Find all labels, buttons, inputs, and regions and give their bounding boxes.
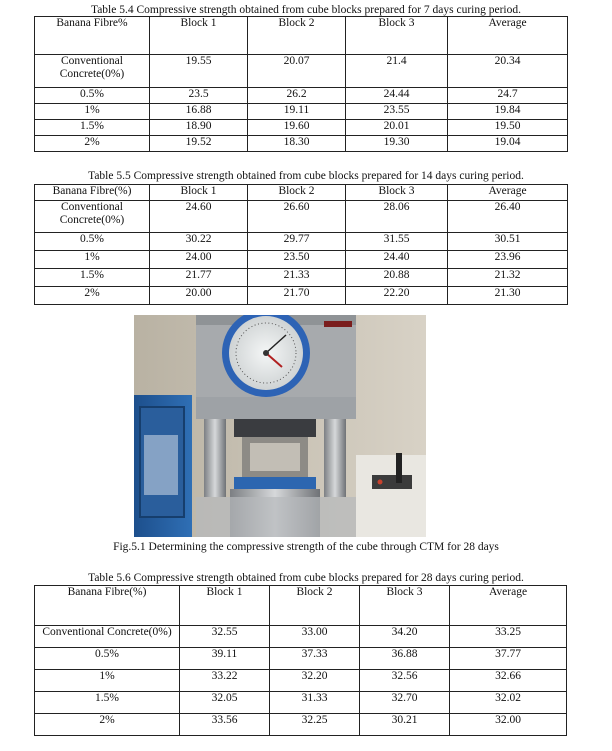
header-cell: Average — [450, 586, 567, 626]
table-row — [35, 714, 567, 736]
table-row — [35, 269, 568, 287]
table-cell: 34.20 — [360, 626, 450, 648]
table-cell: 26.40 — [448, 201, 568, 233]
table-row — [35, 136, 568, 152]
table-cell: 29.77 — [248, 233, 346, 251]
table-cell: 32.70 — [360, 692, 450, 714]
table-cell: 37.33 — [270, 648, 360, 670]
table-cell: 16.88 — [150, 104, 248, 120]
table-cell: Conventional Concrete(0%) — [35, 626, 180, 648]
table-cell: 1.5% — [35, 269, 150, 287]
header-cell: Banana Fibre(%) — [35, 586, 180, 626]
table-row — [35, 692, 567, 714]
table-row — [35, 201, 568, 233]
header-cell: Average — [448, 17, 568, 55]
table-cell: 26.60 — [248, 201, 346, 233]
table-cell: 33.22 — [180, 670, 270, 692]
table-cell: 31.55 — [346, 233, 448, 251]
table-row — [35, 251, 568, 269]
table-cell: 24.44 — [346, 88, 448, 104]
table-cell: 33.00 — [270, 626, 360, 648]
table-cell: Conventional Concrete(0%) — [35, 201, 150, 233]
table-cell: 23.5 — [150, 88, 248, 104]
header-cell: Average — [448, 185, 568, 201]
table-cell: 21.30 — [448, 287, 568, 305]
header-cell: Block 3 — [346, 17, 448, 55]
table-row — [35, 120, 568, 136]
header-cell: Block 1 — [180, 586, 270, 626]
table-row — [35, 104, 568, 120]
header-cell: Block 2 — [270, 586, 360, 626]
table-cell: 19.04 — [448, 136, 568, 152]
table-cell: 20.07 — [248, 55, 346, 88]
table-cell: 1% — [35, 104, 150, 120]
table-cell: 24.00 — [150, 251, 248, 269]
table-cell: 1.5% — [35, 120, 150, 136]
table-cell: 23.55 — [346, 104, 448, 120]
table-cell: 23.96 — [448, 251, 568, 269]
table-cell: 32.56 — [360, 670, 450, 692]
table-cell: 37.77 — [450, 648, 567, 670]
table-cell: 19.84 — [448, 104, 568, 120]
table-cell: 19.52 — [150, 136, 248, 152]
table-cell: 0.5% — [35, 233, 150, 251]
header-cell: Block 3 — [360, 586, 450, 626]
table-cell: 39.11 — [180, 648, 270, 670]
table-row — [35, 88, 568, 104]
table-cell: 22.20 — [346, 287, 448, 305]
ctm-machine-photo — [134, 315, 426, 537]
table-cell: 33.56 — [180, 714, 270, 736]
table-cell: 1% — [35, 251, 150, 269]
table-row — [35, 626, 567, 648]
header-cell: Banana Fibre(%) — [35, 185, 150, 201]
table-cell: 20.00 — [150, 287, 248, 305]
table-cell: 30.21 — [360, 714, 450, 736]
table-cell: 2% — [35, 714, 180, 736]
table-cell: 32.25 — [270, 714, 360, 736]
table-header-row — [35, 17, 568, 55]
table-cell: 19.11 — [248, 104, 346, 120]
table-cell: 20.01 — [346, 120, 448, 136]
table-cell: 1% — [35, 670, 180, 692]
table-cell: 20.88 — [346, 269, 448, 287]
table-cell: 18.90 — [150, 120, 248, 136]
table-row — [35, 233, 568, 251]
header-cell: Block 3 — [346, 185, 448, 201]
table-row — [35, 55, 568, 88]
table-cell: 26.2 — [248, 88, 346, 104]
table-cell: 21.32 — [448, 269, 568, 287]
table-cell: 24.40 — [346, 251, 448, 269]
header-cell: Block 2 — [248, 185, 346, 201]
table-5-4 — [34, 16, 568, 152]
header-cell: Block 1 — [150, 185, 248, 201]
table-cell: 0.5% — [35, 648, 180, 670]
table-header-row — [35, 586, 567, 626]
table-cell: 21.33 — [248, 269, 346, 287]
table-cell: 21.4 — [346, 55, 448, 88]
table-cell: 19.60 — [248, 120, 346, 136]
table-cell: 2% — [35, 136, 150, 152]
table-5-5 — [34, 184, 568, 305]
table-5-6 — [34, 585, 567, 736]
table-cell: 30.51 — [448, 233, 568, 251]
table-row — [35, 648, 567, 670]
table-5-6-caption: Table 5.6 Compressive strength obtained from cube blocks prepared for 28 days curing period. — [88, 572, 524, 584]
table-row — [35, 670, 567, 692]
table-cell: 21.77 — [150, 269, 248, 287]
table-header-row — [35, 185, 568, 201]
table-cell: 20.34 — [448, 55, 568, 88]
table-5-5-caption: Table 5.5 Compressive strength obtained from cube blocks prepared for 14 days curing period. — [88, 170, 524, 182]
table-cell: Conventional Concrete(0%) — [35, 55, 150, 88]
table-cell: 18.30 — [248, 136, 346, 152]
table-cell: 23.50 — [248, 251, 346, 269]
header-cell: Block 1 — [150, 17, 248, 55]
table-cell: 32.55 — [180, 626, 270, 648]
table-cell: 28.06 — [346, 201, 448, 233]
table-cell: 32.66 — [450, 670, 567, 692]
table-cell: 32.05 — [180, 692, 270, 714]
figure-5-1-caption: Fig.5.1 Determining the compressive strength of the cube through CTM for 28 days — [113, 541, 499, 553]
header-cell: Banana Fibre% — [35, 17, 150, 55]
table-cell: 30.22 — [150, 233, 248, 251]
table-cell: 19.50 — [448, 120, 568, 136]
table-cell: 24.60 — [150, 201, 248, 233]
table-cell: 32.00 — [450, 714, 567, 736]
table-cell: 19.30 — [346, 136, 448, 152]
table-cell: 32.20 — [270, 670, 360, 692]
table-cell: 24.7 — [448, 88, 568, 104]
table-cell: 36.88 — [360, 648, 450, 670]
table-cell: 2% — [35, 287, 150, 305]
table-cell: 21.70 — [248, 287, 346, 305]
table-cell: 0.5% — [35, 88, 150, 104]
table-cell: 19.55 — [150, 55, 248, 88]
table-5-4-caption: Table 5.4 Compressive strength obtained from cube blocks prepared for 7 days curing period. — [90, 4, 521, 16]
table-cell: 1.5% — [35, 692, 180, 714]
table-row — [35, 287, 568, 305]
table-cell: 31.33 — [270, 692, 360, 714]
header-cell: Block 2 — [248, 17, 346, 55]
table-cell: 32.02 — [450, 692, 567, 714]
table-cell: 33.25 — [450, 626, 567, 648]
